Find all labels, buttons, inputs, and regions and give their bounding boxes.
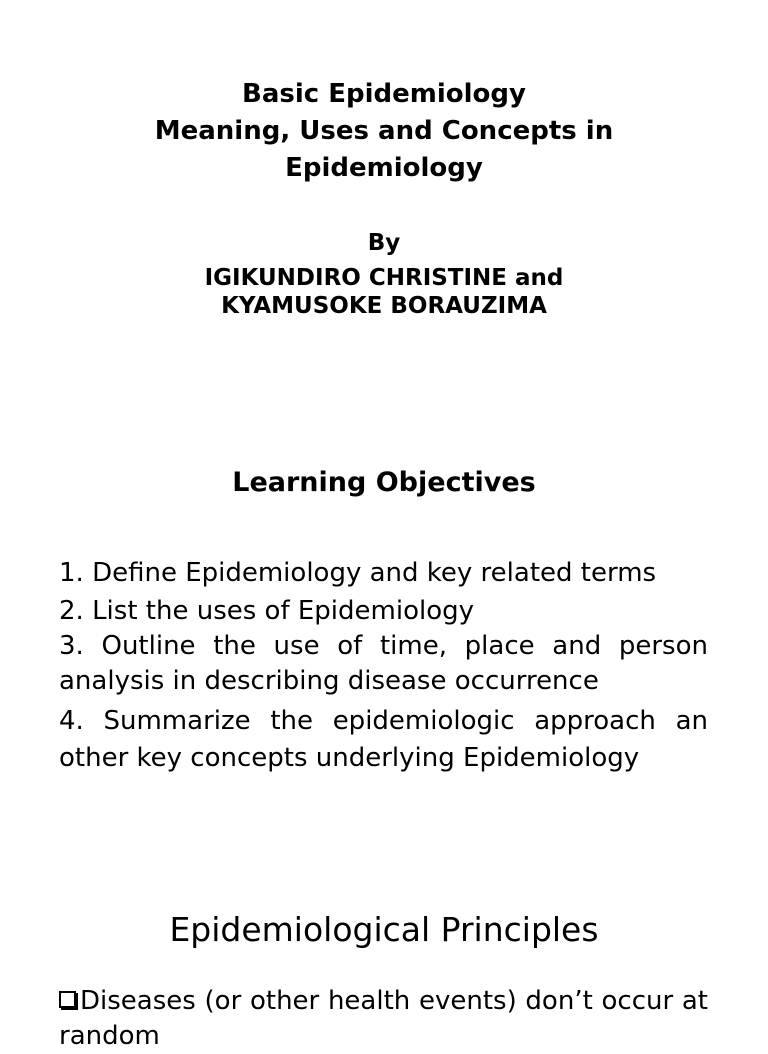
authors [0, 264, 768, 320]
objective-item: 3. Outline the use of time, place and person analysis in describing disease occurrence [59, 631, 708, 696]
title-line-2: Meaning, Uses and Concepts in [154, 116, 614, 146]
principle-text: Diseases (or other health events) don’t occur at random [59, 986, 708, 1051]
principles-heading: Epidemiological Principles [169, 910, 599, 949]
learning-objectives-heading: Learning Objectives [232, 467, 536, 498]
title-line-1: Basic Epidemiology [242, 79, 526, 109]
checkbox-bullet-icon [59, 991, 76, 1008]
principle-bullet-item [59, 984, 708, 1054]
authors-line-1: IGIKUNDIRO CHRISTINE and [204, 265, 564, 291]
objective-item: 2. List the uses of Epidemiology [59, 596, 475, 626]
title-line-3: Epidemiology [285, 153, 483, 183]
learning-objectives-list [59, 556, 708, 777]
objective-item: 1. Define Epidemiology and key related terms [59, 558, 657, 588]
objective-item: 4. Summarize the epidemiologic approach an other key concepts underlying Epidemiology [59, 706, 708, 773]
document-title [0, 76, 768, 187]
by-label: By [367, 230, 401, 256]
authors-line-2: KYAMUSOKE BORAUZIMA [221, 293, 547, 319]
